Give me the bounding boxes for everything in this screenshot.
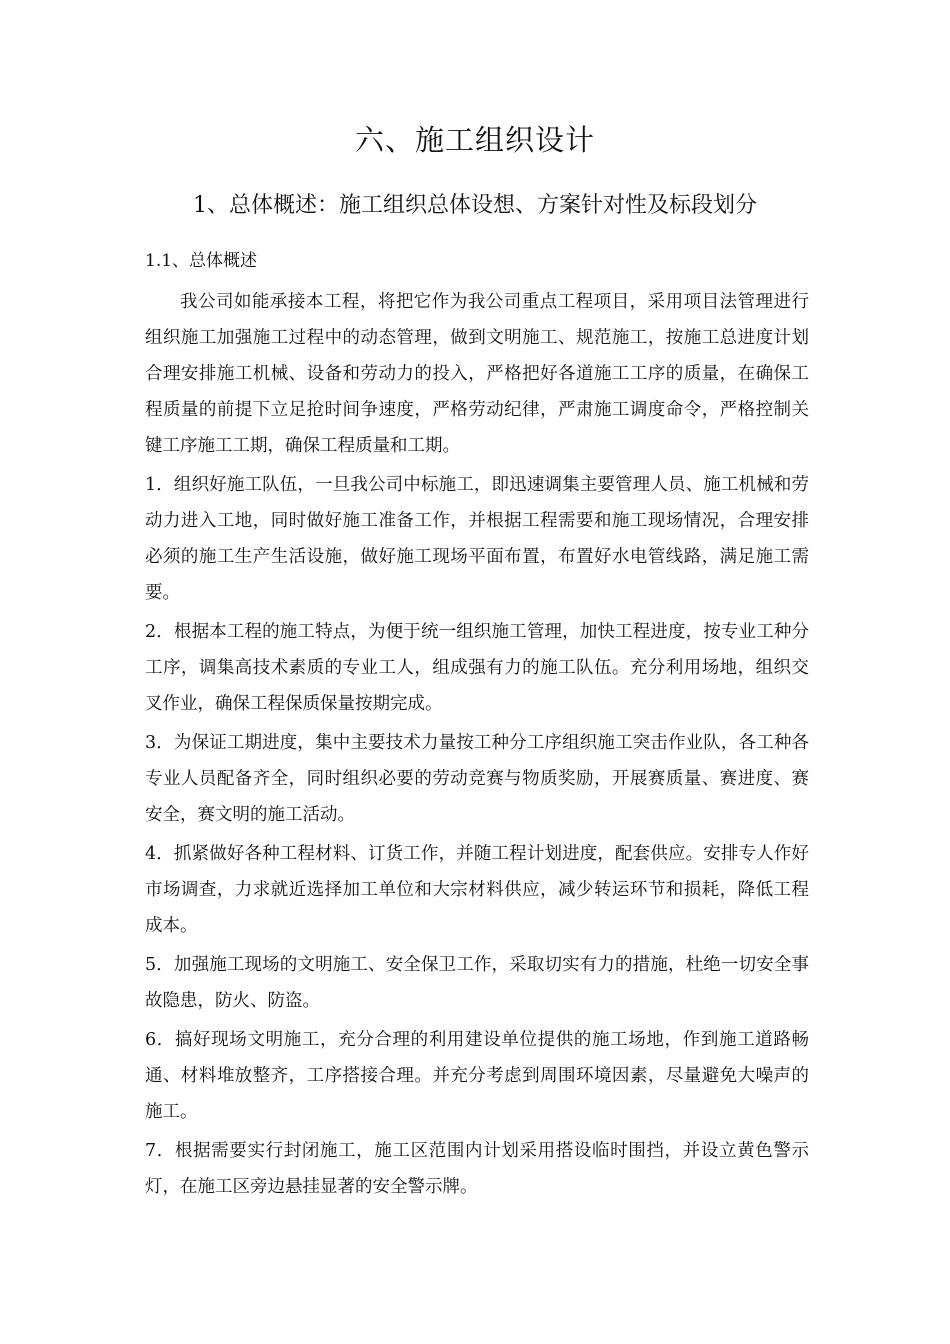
subsection-heading: 1.1、总体概述 (145, 251, 258, 271)
document-title: 六、施工组织设计 (354, 123, 595, 157)
body-text (145, 284, 809, 1208)
intro-paragraph: 我公司如能承接本工程，将把它作为我公司重点工程项目，采用项目法管理进行组织施工加强施工过程中的动态管理，做到文明施工、规范施工，按施工总进度计划合理安排施工机械、设备和劳动力的投入，严格把好各道施工工序的质量，在确保工程质量的前提下立足抢时间争速度，严格劳动纪律，严肃施工调度命令，严格控制关键工序施工工期，确保工程质量和工期。 (145, 292, 809, 456)
list-item: 6．搞好现场文明施工，充分合理的利用建设单位提供的施工场地，作到施工道路畅通、材料堆放整齐，工序搭接合理。并充分考虑到周围环境因素，尽量避免大噪声的施工。 (145, 1030, 809, 1122)
list-item: 1．组织好施工队伍，一旦我公司中标施工，即迅速调集主要管理人员、施工机械和劳动力进入工地，同时做好施工准备工作，并根据工程需要和施工现场情况，合理安排必须的施工生产生活设施，做好施工现场平面布置，布置好水电管线路，满足施工需要。 (145, 475, 809, 603)
section-heading: 1、总体概述：施工组织总体设想、方案针对性及标段划分 (193, 193, 757, 218)
list-item: 5．加强施工现场的文明施工、安全保卫工作，采取切实有力的措施，杜绝一切安全事故隐患，防火、防盗。 (145, 955, 809, 1011)
list-item: 4．抓紧做好各种工程材料、订货工作，并随工程计划进度，配套供应。安排专人作好市场调查，力求就近选择加工单位和大宗材料供应，减少转运环节和损耗，降低工程成本。 (145, 844, 809, 936)
list-item: 3．为保证工期进度，集中主要技术力量按工种分工序组织施工突击作业队，各工种各专业人员配备齐全，同时组织必要的劳动竞赛与物质奖励，开展赛质量、赛进度、赛安全，赛文明的施工活动。 (145, 733, 809, 825)
list-item: 7．根据需要实行封闭施工，施工区范围内计划采用搭设临时围挡，并设立黄色警示灯，在施工区旁边悬挂显著的安全警示牌。 (145, 1141, 809, 1197)
list-item: 2．根据本工程的施工特点，为便于统一组织施工管理，加快工程进度，按专业工种分工序，调集高技术素质的专业工人，组成强有力的施工队伍。充分利用场地，组织交叉作业，确保工程保质保量按期完成。 (145, 622, 809, 714)
